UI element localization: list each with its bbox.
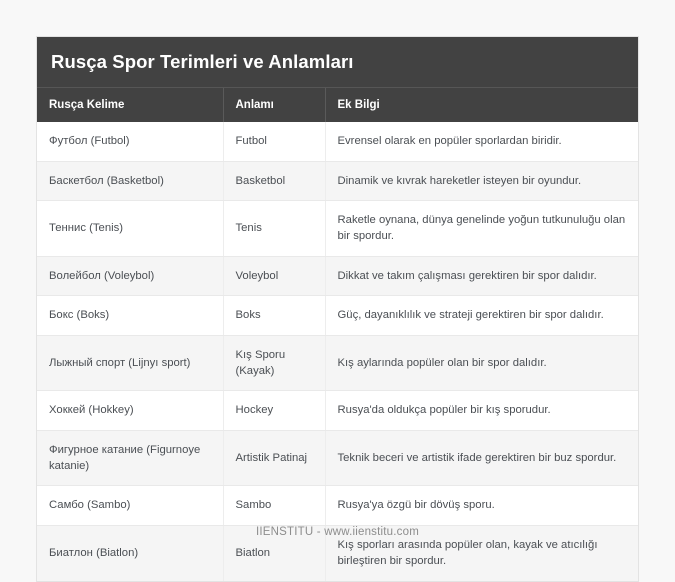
cell-meaning: Artistik Patinaj bbox=[223, 430, 325, 486]
cell-info: Güç, dayanıklılık ve strateji gerektiren bir spor dalıdır. bbox=[325, 296, 638, 335]
cell-meaning: Kış Sporu (Kayak) bbox=[223, 335, 325, 391]
cell-info: Dikkat ve takım çalışması gerektiren bir spor dalıdır. bbox=[325, 256, 638, 295]
table-row bbox=[37, 486, 638, 525]
table-head bbox=[37, 88, 638, 122]
cell-meaning: Boks bbox=[223, 296, 325, 335]
cell-word: Биатлон (Biatlon) bbox=[37, 525, 223, 580]
cell-word: Футбол (Futbol) bbox=[37, 122, 223, 161]
cell-word: Хоккей (Hokkey) bbox=[37, 391, 223, 430]
table-row bbox=[37, 296, 638, 335]
cell-info: Raketle oynana, dünya genelinde yoğun tutkunuluğu olan bir spordur. bbox=[325, 201, 638, 257]
cell-info: Teknik beceri ve artistik ifade gerektiren bir buz spordur. bbox=[325, 430, 638, 486]
cell-info: Evrensel olarak en popüler sporlardan biridir. bbox=[325, 122, 638, 161]
column-header-anlami: Anlamı bbox=[223, 88, 325, 122]
cell-word: Лыжный спорт (Lijnyı sport) bbox=[37, 335, 223, 391]
cell-info: Kış aylarında popüler olan bir spor dalıdır. bbox=[325, 335, 638, 391]
cell-word: Фигурное катание (Figurnoye katanie) bbox=[37, 430, 223, 486]
cell-meaning: Hockey bbox=[223, 391, 325, 430]
cell-word: Самбо (Sambo) bbox=[37, 486, 223, 525]
cell-meaning: Tenis bbox=[223, 201, 325, 257]
cell-info: Rusya'da oldukça popüler bir kış sporudur. bbox=[325, 391, 638, 430]
table-row bbox=[37, 335, 638, 391]
table-header-row bbox=[37, 88, 638, 122]
cell-meaning: Futbol bbox=[223, 122, 325, 161]
table-body bbox=[37, 122, 638, 580]
page-title: Rusça Spor Terimleri ve Anlamları bbox=[37, 37, 638, 88]
terms-table-card bbox=[36, 36, 639, 582]
cell-word: Баскетбол (Basketbol) bbox=[37, 161, 223, 200]
table-row bbox=[37, 201, 638, 257]
column-header-ek-bilgi: Ek Bilgi bbox=[325, 88, 638, 122]
table-row bbox=[37, 256, 638, 295]
cell-meaning: Basketbol bbox=[223, 161, 325, 200]
cell-word: Волейбол (Voleybol) bbox=[37, 256, 223, 295]
table-row bbox=[37, 122, 638, 161]
cell-info: Kış sporları arasında popüler olan, kayak ve atıcılığı birleştiren bir spordur. bbox=[325, 525, 638, 580]
cell-word: Теннис (Tenis) bbox=[37, 201, 223, 257]
cell-meaning: Biatlon bbox=[223, 525, 325, 580]
cell-word: Бокс (Boks) bbox=[37, 296, 223, 335]
table-row bbox=[37, 161, 638, 200]
cell-meaning: Voleybol bbox=[223, 256, 325, 295]
table-row bbox=[37, 391, 638, 430]
table-row bbox=[37, 430, 638, 486]
cell-meaning: Sambo bbox=[223, 486, 325, 525]
footer-credit: IIENSTITU - www.iienstitu.com bbox=[256, 526, 419, 538]
terms-table bbox=[37, 88, 638, 580]
cell-info: Rusya'ya özgü bir dövüş sporu. bbox=[325, 486, 638, 525]
column-header-rusca-kelime: Rusça Kelime bbox=[37, 88, 223, 122]
cell-info: Dinamik ve kıvrak hareketler isteyen bir oyundur. bbox=[325, 161, 638, 200]
